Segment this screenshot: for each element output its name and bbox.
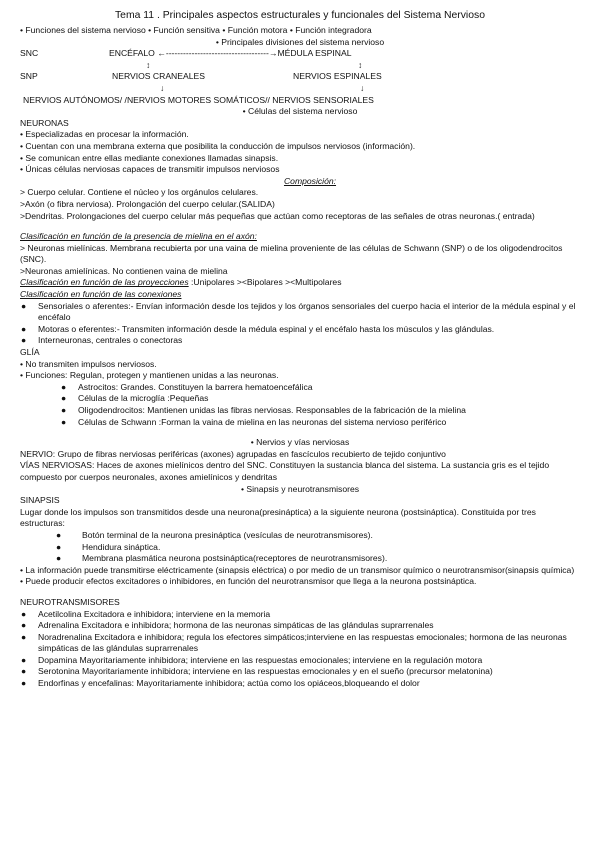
glia-item: • Funciones: Regulan, protegen y mantienen unidas a las neuronas. [20, 370, 279, 381]
functions-line: • Funciones del sistema nervioso • Función sensitiva • Función motora • Función integradora [20, 25, 372, 35]
composicion-item: > Cuerpo celular. Contiene el núcleo y los orgánulos celulares. [20, 187, 259, 198]
neurotransmisor-item [20, 666, 580, 678]
bullet-icon: ● [21, 620, 27, 631]
conexiones-item [20, 324, 580, 336]
bullet-icon: ● [21, 631, 27, 642]
glia-type [20, 405, 580, 417]
neuronas-item: • Cuentan con una membrana externa que posibilita la conducción de impulsos nerviosos (información). [20, 140, 416, 151]
bullet-icon: ● [21, 323, 27, 334]
divisions-heading: • Principales divisiones del sistema nervioso [215, 36, 385, 47]
down-row [20, 83, 580, 95]
bullet-icon: ● [56, 553, 62, 564]
neurotransmisor-item [20, 609, 580, 621]
nervio-definition: NERVIO: Grupo de fibras nerviosas periféricas (axones) agrupadas en fascículos recubierto de tejido conjuntivo [20, 448, 446, 459]
bullet-icon: ● [21, 654, 27, 665]
composicion-heading-wrap [20, 176, 580, 188]
composicion-item: >Axón (o fibra nerviosa). Prolongación del cuerpo celular.(SALIDA) [20, 198, 275, 209]
neuronas-item: • Especializadas en procesar la información. [20, 129, 189, 140]
sinapsis-note: • La información puede transmitirse eléctricamente (sinapsis eléctrica) o por medio de un transmisor químico o neurotransmisor(sinapsis química) [20, 564, 575, 575]
mielina-item: >Neuronas amielínicas. No contienen vaina de mielina [20, 265, 228, 276]
sinapsis-structure [20, 542, 580, 554]
proyecciones-line [20, 277, 580, 289]
neurotransmisor-item [20, 620, 580, 632]
neurotransmisor-text: Noradrenalina Excitadora e inhibidora; regula los efectores simpáticos;interviene en las respuestas emocionales; hormona de las neuronas simpáticas de las glándulas suprarrenales [38, 631, 567, 654]
neurotransmisor-item [20, 678, 580, 690]
conexiones-heading: Clasificación en función de las conexiones [20, 289, 182, 300]
neurotransmisores-heading: NEUROTRANSMISORES [20, 596, 120, 607]
glia-type-text: Astrocitos: Grandes. Constituyen la barrera hematoencefálica [78, 381, 313, 392]
sinapsis-structure-text: Membrana plasmática neurona postsináptica(receptores de neurotransmisores). [82, 553, 388, 564]
neurotransmisor-text: Acetilcolina Excitadora e inhibidora; interviene en la memoria [38, 608, 271, 619]
sinapsis-structure [20, 553, 580, 565]
vias-definition: VÍAS NERVIOSAS: Haces de axones mielínicos dentro del SNC. Constituyen la sustancia blanca del sistema. La sustancia gris es el tejido compuesto por cuerpos neuronales, axones amielínicos y dendritas [20, 460, 550, 482]
spacer [20, 222, 580, 231]
bullet-icon: ● [21, 608, 27, 619]
snc-row [20, 48, 580, 60]
bullet-icon: ● [61, 416, 67, 427]
sinapsis-note: • Puede producir efectos excitadores o inhibidores, en función del neurotransmisor que llega a la neurona postsináptica. [20, 576, 477, 587]
composicion-heading: Composición: [283, 175, 337, 186]
neurotransmisor-text: Serotonina Mayoritariamente inhibidora; interviene en las respuestas emocionales y en el sueño (precursor melatonina) [38, 666, 493, 677]
glia-type-text: Células de la microglía :Pequeñas [78, 393, 209, 404]
glia-item: • No transmiten impulsos nerviosos. [20, 358, 157, 369]
bullet-icon: ● [61, 381, 67, 392]
nervios-heading: • Nervios y vías nerviosas [250, 437, 350, 448]
down-arrow-icon: ↓ [360, 82, 365, 93]
nervios-types: NERVIOS AUTÓNOMOS/ /NERVIOS MOTORES SOMÁTICOS// NERVIOS SENSORIALES [23, 94, 374, 105]
bullet-icon: ● [61, 393, 67, 404]
bullet-icon: ● [56, 529, 62, 540]
mielina-item: > Neuronas mielínicas. Membrana recubierta por una vaina de mielina proveniente de las células de Schwann (SNP) o de los oligodendrocitos (SNC). [20, 242, 563, 265]
updown-arrow-icon: ↕ [358, 59, 363, 70]
snp-row [20, 71, 580, 83]
snc-label: SNC [20, 48, 39, 59]
neurotransmisor-text: Endorfinas y encefalinas: Mayoritariamente inhibidora; actúa como los opiáceos,bloqueando el dolor [38, 678, 420, 689]
sinapsis-structure-text: Botón terminal de la neurona presináptica (vesículas de neurotransmisores). [82, 529, 373, 540]
bullet-icon: ● [21, 678, 27, 689]
neuronas-item: • Únicas células nerviosas capaces de transmitir impulsos nerviosos [20, 164, 280, 175]
mielina-heading: Clasificación en función de la presencia de mielina en el axón: [20, 231, 257, 242]
down-arrow-icon: ↓ [160, 82, 165, 93]
sinapsis-definition: Lugar donde los impulsos son transmitidos desde una neurona(presináptica) a la siguiente neurona (postsináptica). Constituida por tres estructuras: [20, 506, 536, 529]
spacer [20, 428, 580, 437]
bullet-icon: ● [61, 405, 67, 415]
conexiones-item [20, 301, 580, 324]
updown-row [20, 60, 580, 72]
cells-heading: • Células del sistema nervioso [242, 106, 358, 117]
spacer [20, 588, 580, 597]
glia-type [20, 382, 580, 394]
updown-arrow-icon: ↕ [146, 59, 151, 70]
sinapsis-section-heading: • Sinapsis y neurotransmisores [240, 483, 360, 494]
nervios-craneales: NERVIOS CRANEALES [112, 71, 205, 82]
glia-type-text: Células de Schwann :Forman la vaina de mielina en las neuronas del sistema nervioso periférico [78, 416, 447, 427]
bullet-icon: ● [21, 335, 27, 346]
bullet-icon: ● [21, 666, 27, 677]
proyecciones-text: :Unipolares ><Bipolares ><Multipolares [188, 277, 342, 288]
nervios-espinales: NERVIOS ESPINALES [293, 71, 382, 82]
snp-label: SNP [20, 71, 38, 82]
sinapsis-structure-text: Hendidura sináptica. [82, 541, 161, 552]
glia-type-text: Oligodendrocitos: Mantienen unidas las fibras nerviosas. Responsables de la fabricación de la mielina [78, 405, 466, 415]
neuronas-item: • Se comunican entre ellas mediante conexiones llamadas sinapsis. [20, 152, 279, 163]
neurotransmisor-text: Dopamina Mayoritariamente inhibidora; interviene en las respuestas emocionales; interviene en la regulación motora [38, 654, 483, 665]
proyecciones-heading: Clasificación en función de las proyecciones [20, 277, 189, 288]
conexiones-item [20, 335, 580, 347]
sinapsis-heading: SINAPSIS [20, 495, 60, 506]
neurotransmisor-item [20, 632, 580, 655]
conexiones-text: Motoras o eferentes:- Transmiten información desde la médula espinal y el encéfalo hasta los músculos y las glándulas. [38, 323, 495, 334]
glia-type [20, 393, 580, 405]
conexiones-text: Sensoriales o aferentes:- Envían información desde los tejidos y los órganos sensoriales del cuerpo hacia el interior de la médula espinal y el encéfalo [38, 300, 576, 323]
encefalo-medula-arrow: ENCÉFALO ←------------------------------------→MÉDULA ESPINAL [109, 48, 352, 59]
bullet-icon: ● [56, 541, 62, 552]
glia-type [20, 417, 580, 429]
neuronas-heading: NEURONAS [20, 117, 69, 128]
sinapsis-structure [20, 530, 580, 542]
neurotransmisor-item [20, 655, 580, 667]
glia-heading: GLÍA [20, 347, 40, 358]
conexiones-text: Interneuronas, centrales o conectoras [38, 335, 183, 346]
composicion-item: >Dendritas. Prolongaciones del cuerpo celular más pequeñas que actúan como receptoras de las señales de otras neuronas.( entrada) [20, 210, 535, 221]
neurotransmisor-text: Adrenalina Excitadora e inhibidora; hormona de las neuronas simpáticas de las glándulas suprarrenales [38, 620, 434, 631]
bullet-icon: ● [21, 300, 27, 311]
page-title: Tema 11 . Principales aspectos estructurales y funcionales del Sistema Nervioso [114, 10, 485, 21]
